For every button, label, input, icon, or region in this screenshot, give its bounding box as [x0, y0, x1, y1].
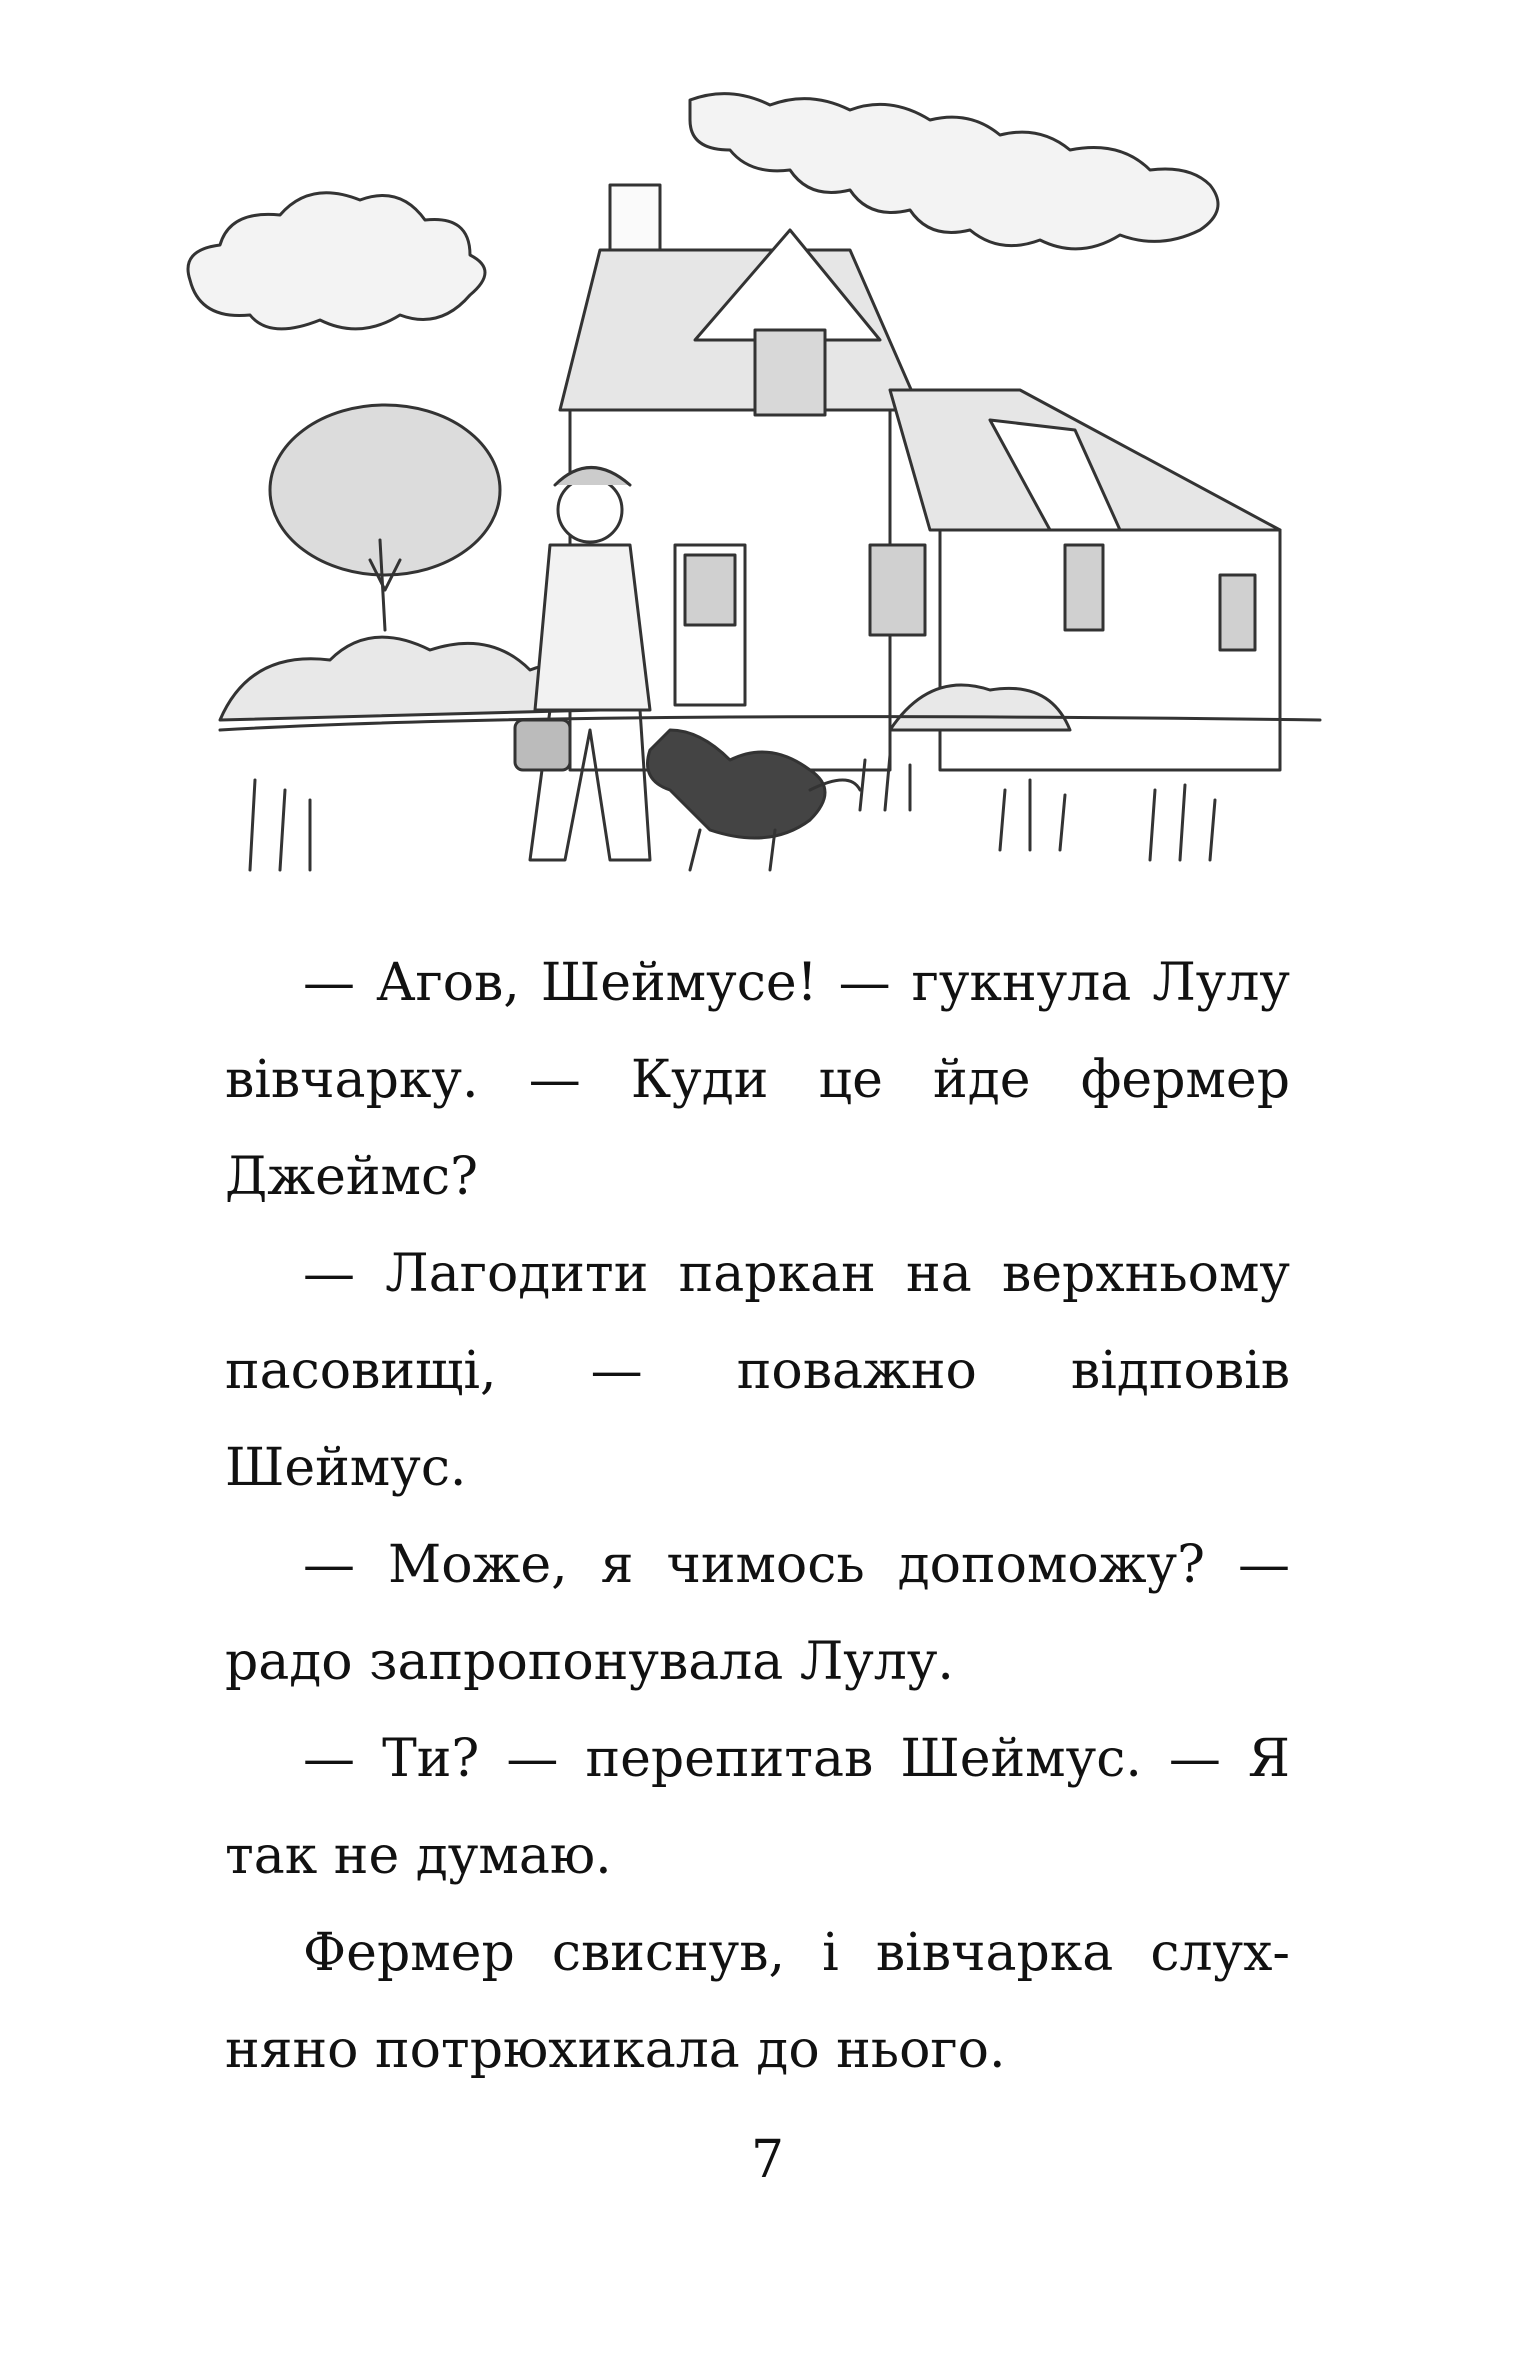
annex-window-2 — [1220, 575, 1255, 650]
paragraph: — Агов, Шеймусе! — гукнула Лулу вівчарку. — Куди це йде фермер Джеймс? — [225, 953, 1290, 1207]
page-number: 7 — [750, 2130, 785, 2190]
tree-canopy — [270, 405, 500, 575]
house-scene-icon — [170, 90, 1350, 890]
paragraph: — Ти? — перепитав Шеймус. — Я так не думаю. — [225, 1729, 1290, 1886]
paragraph: — Лагодити паркан на верхньому пасовищі, — поважно відповів Шеймус. — [225, 1244, 1290, 1498]
paragraph: Фермер свиснув, і вівчарка слухняно потрюхикала до нього. — [225, 1923, 1290, 2080]
chimney — [610, 185, 660, 255]
story-text — [225, 935, 1290, 2099]
main-window — [870, 545, 925, 635]
annex-window-1 — [1065, 545, 1103, 630]
gable-window — [755, 330, 825, 415]
paragraph: — Може, я чимось допоможу? — радо запропонувала Лулу. — [225, 1535, 1290, 1692]
cloud-right — [690, 94, 1218, 249]
house-scene-illustration — [170, 90, 1350, 890]
cloud-left — [188, 193, 485, 329]
